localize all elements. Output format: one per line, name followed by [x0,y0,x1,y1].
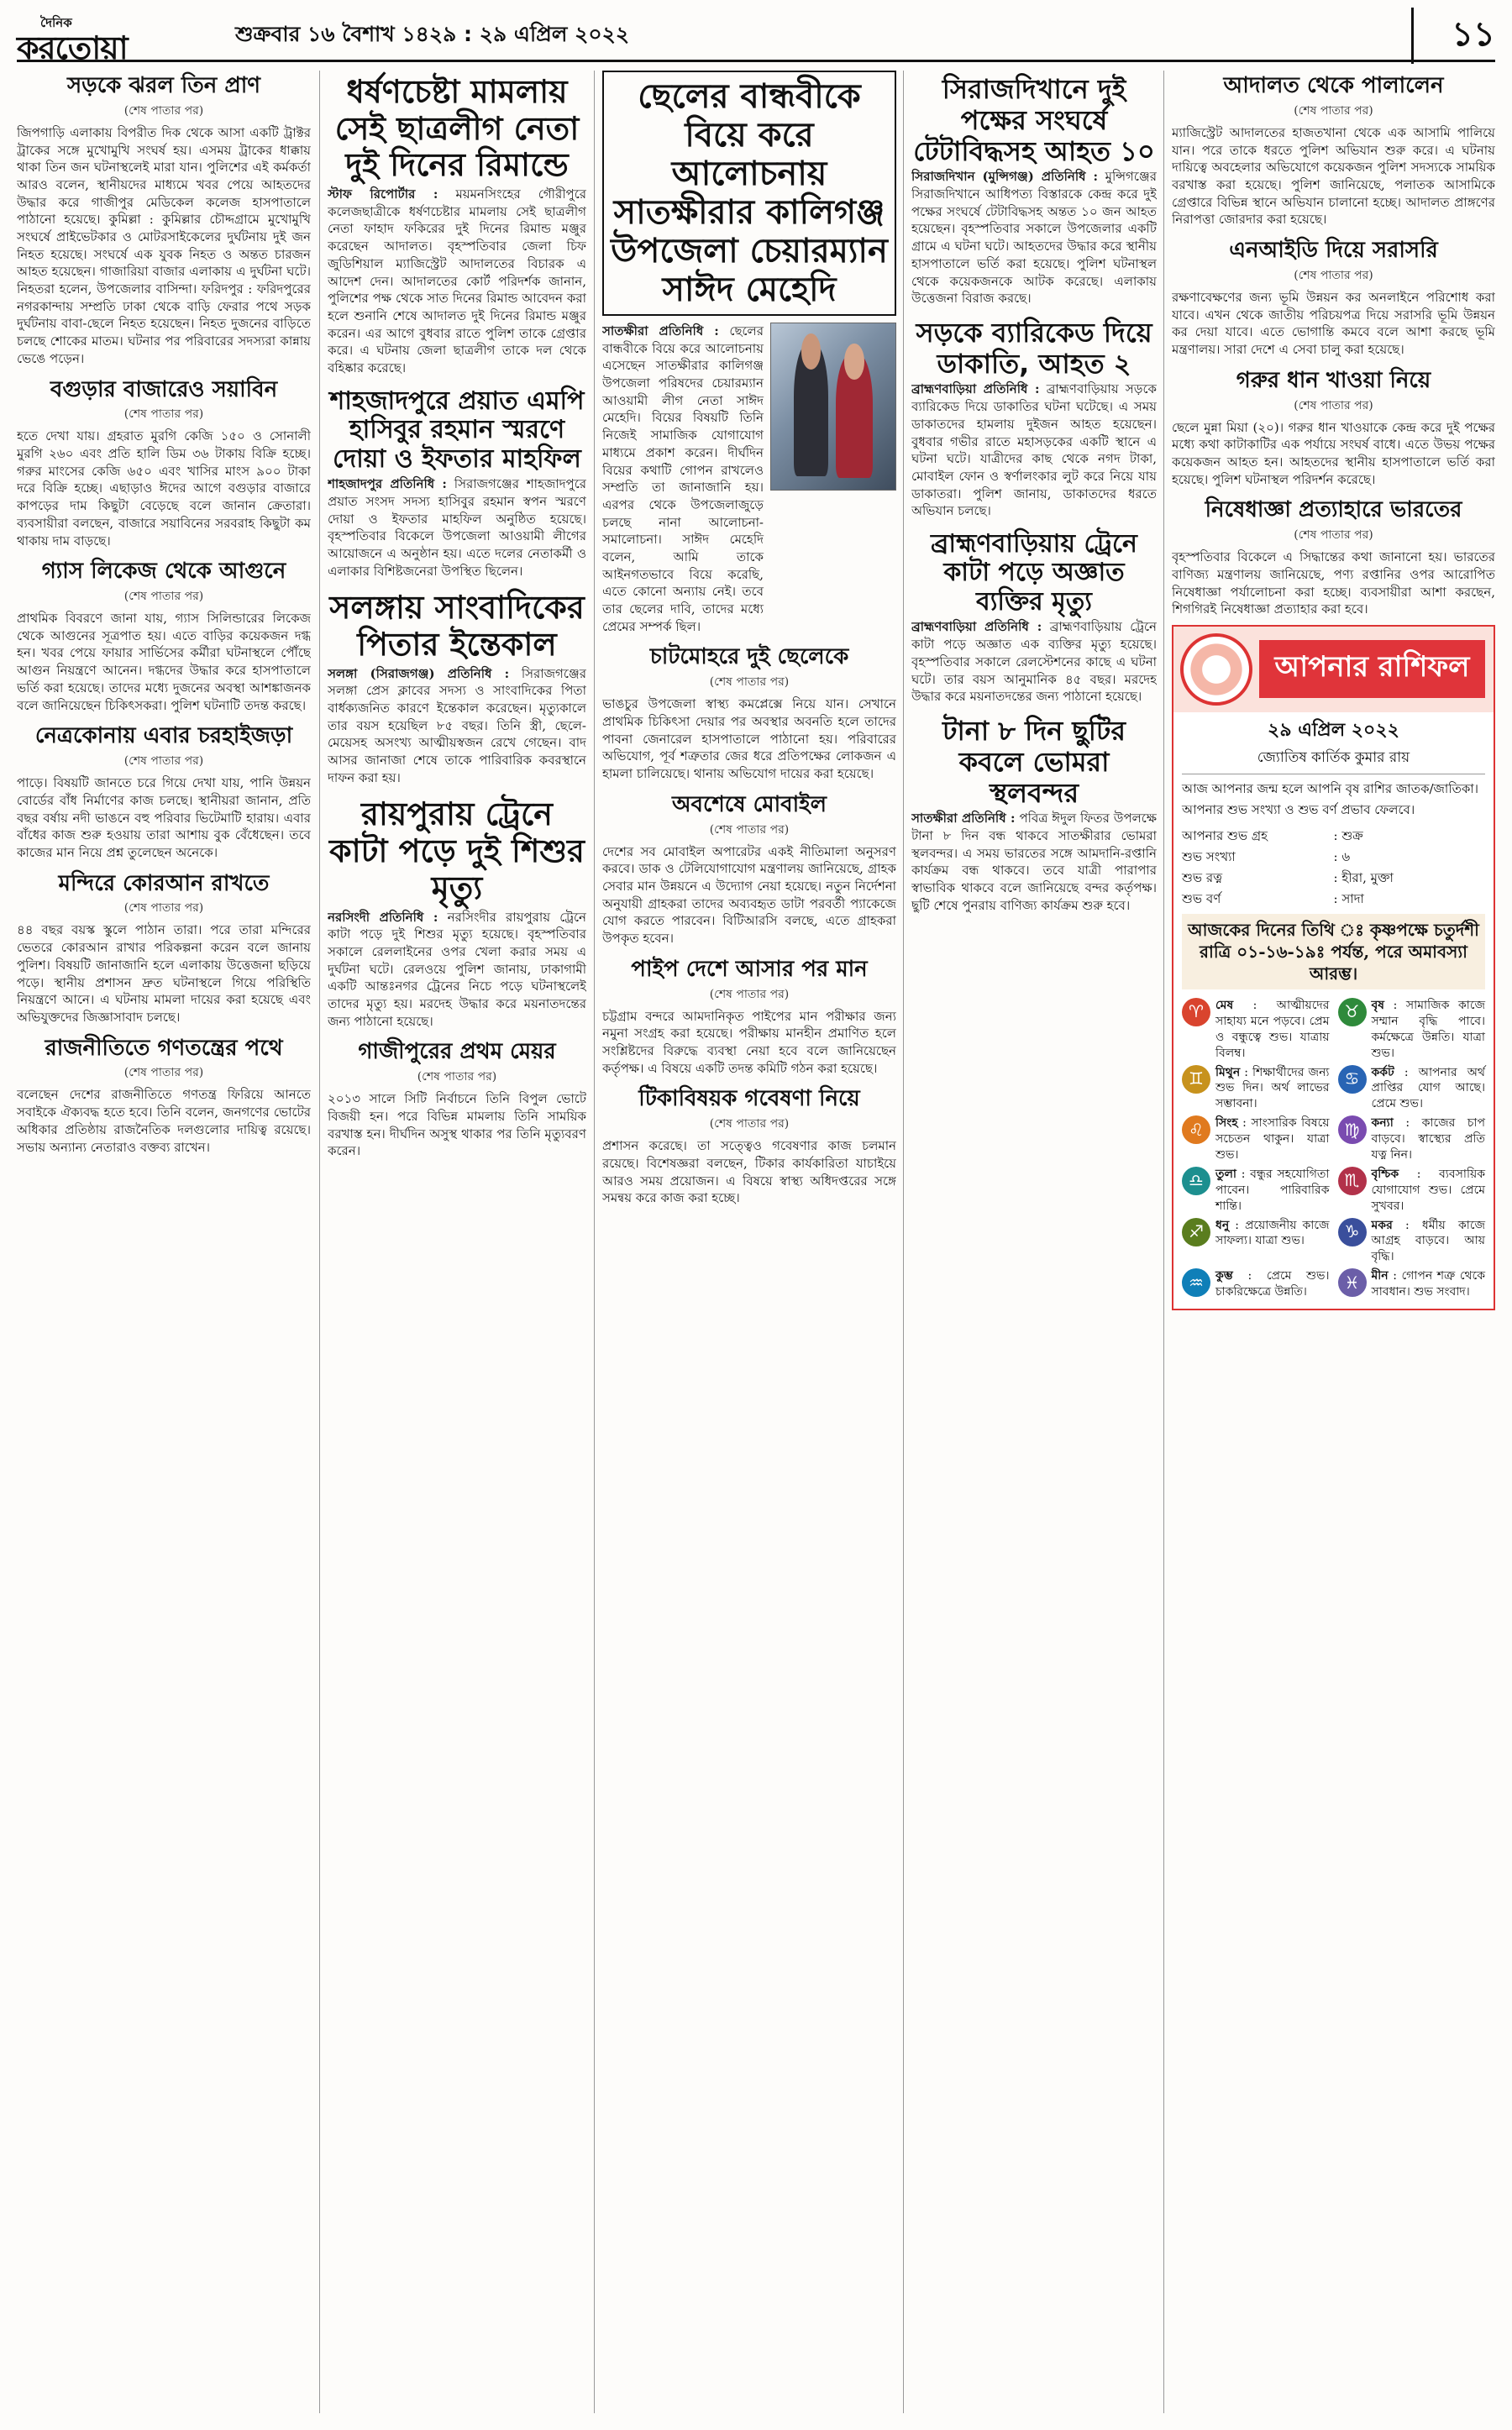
column-5 [1172,71,1495,2414]
zodiac-sign-reading: গোপন শত্রু থেকে সাবধান। শুভ সংবাদ। [1371,1269,1485,1299]
zodiac-sign-text: মকর : ধর্মীয় কাজে আগ্রহ বাড়বে। আয় বৃদ্ধি। [1371,1218,1486,1264]
zodiac-glyph-icon: ♋ [1338,1065,1367,1094]
zodiac-sign-item [1338,1065,1486,1113]
continued-label: (শেষ পাতার পর) [417,1070,497,1084]
article-body: চট্টগ্রাম বন্দরে আমদানিকৃত পাইপের মান পরীক্ষার জন্য নমুনা সংগ্রহ করা হয়েছে। পরীক্ষায় মানহীন প্রমাণিত হলে সংশ্লিষ্টদের বিরুদ্ধে ব্যবস্থা নেয়া হবে বলে জানিয়েছেন কর্তৃপক্ষ। এ বিষয়ে একটি তদন্ত কমিটি গঠন করা হয়েছে। [602,1008,896,1076]
zodiac-sign-text: মেষ : আত্মীয়দের সাহায্য মনে পড়বে। প্রেম ও বন্ধুত্বে শুভ। যাত্রায় বিলম্ব। [1215,998,1330,1060]
zodiac-glyph-icon: ♐ [1182,1218,1210,1246]
zodiac-glyph-icon: ♓ [1338,1268,1367,1297]
zodiac-sign-text: কর্কট : আপনার অর্থ প্রাপ্তির যোগ আছে। প্রেমে শুভ। [1371,1065,1485,1111]
headline: সড়কে ঝরল তিন প্রাণ [66,73,261,98]
zodiac-sign-reading: সাংসারিক বিষয়ে সচেতন থাকুন। যাত্রা শুভ। [1215,1116,1330,1162]
zodiac-sign-reading: বন্ধুর সহযোগিতা পাবেন। পারিবারিক শান্তি। [1215,1167,1330,1213]
zodiac-sign-reading: প্রেমে শুভ। চাকরিক্ষেত্রে উন্নতি। [1215,1269,1330,1299]
zodiac-sign-reading: আত্মীয়দের সাহায্য মনে পড়বে। প্রেম ও বন্ধুত্বে শুভ। যাত্রায় বিলম্ব। [1215,998,1330,1060]
continued-label: (শেষ পাতার পর) [123,103,204,118]
zodiac-sign-reading: কাজের চাপ বাড়বে। স্বাস্থ্যের প্রতি যত্ন নিন। [1371,1116,1485,1162]
headline: ধর্ষণচেষ্টা মামলায় সেই ছাত্রলীগ নেতা দুই দিনের রিমান্ডে [334,73,580,184]
article-body: ছেলের বান্ধবীকে বিয়ে করে আলোচনায় এসেছেন সাতক্ষীরার কালিগঞ্জ উপজেলা পরিষদের চেয়ারম্যান আওয়ামী লীগ নেতা সাঈদ মেহেদি। বিয়ের বিষয়টি তিনি নিজেই সামাজিক যোগাযোগ মাধ্যমে প্রকাশ করেন। দীর্ঘদিন বিয়ের কথাটি গোপন রাখলেও সম্প্রতি তা জানাজানি হয়। এরপর থেকে উপজেলাজুড়ে চলছে নানা আলোচনা-সমালোচনা। সাঈদ মেহেদি বলেন, আমি তাকে আইনগতভাবে বিয়ে করেছি, এতে কোনো অন্যায় নেই। তবে তার ছেলের দাবি, তাদের মধ্যে প্রেমের সম্পর্ক ছিল। [602,323,764,634]
article-body: সিরাজগঞ্জের শাহজাদপুরে প্রয়াত সংসদ সদস্য হাসিবুর রহমান স্বপন স্মরণে দোয়া ও ইফতার মাহফিল অনুষ্ঠিত হয়েছে। বৃহস্পতিবার বিকেলে উপজেলা আওয়ামী লীগের আয়োজনে এ অনুষ্ঠান হয়। এতে দলের নেতাকর্মী ও এলাকার বিশিষ্টজনেরা উপস্থিত ছিলেন। [328,476,586,579]
byline: স্টাফ রিপোর্টার : [328,186,438,202]
zodiac-sign-item [1182,998,1330,1062]
byline: শাহজাদপুর প্রতিনিধি : [328,476,447,492]
zodiac-sign-name: মকর [1371,1218,1393,1232]
article-body: প্রাথমিক বিবরণে জানা যায়, গ্যাস সিলিন্ডারের লিকেজ থেকে আগুনের সূত্রপাত হয়। এতে বাড়ির কয়েকজন দগ্ধ হন। খবর পেয়ে ফায়ার সার্ভিসের কর্মীরা ঘটনাস্থলে পৌঁছে আগুন নিয়ন্ত্রণে আনেন। দগ্ধদের উদ্ধার করে হাসপাতালে ভর্তি করা হয়েছে। তাদের মধ্যে দুজনের অবস্থা আশঙ্কাজনক বলে জানিয়েছেন চিকিৎসকরা। পুলিশ ঘটনাটি তদন্ত করছে। [17,611,311,713]
continued-label: (শেষ পাতার পর) [123,754,204,769]
article-body: ম্যাজিস্ট্রেট আদালতের হাজতখানা থেকে এক আসামি পালিয়ে যান। পরে তাকে ধরতে পুলিশ অভিযান শুরু করে। এ ঘটনায় দায়িত্বে অবহেলার অভিযোগে কয়েকজন পুলিশ সদস্যকে সাময়িক বরখাস্ত করা হয়েছে। পুলিশ জানিয়েছে, পলাতক আসামিকে গ্রেপ্তারে বিভিন্ন স্থানে অভিযান চালানো হচ্ছে। আদালত প্রাঙ্গণের নিরাপত্তা জোরদার করা হয়েছে। [1172,124,1495,228]
article-body: ৪৪ বছর বয়স্ক স্কুলে পাঠান তারা। পরে তারা মন্দিরের ভেতরে কোরআন রাখার পরিকল্পনা করেন বলে জানায় পুলিশ। বিষয়টি জানাজানি হলে এলাকায় উত্তেজনা ছড়িয়ে পড়ে। স্থানীয় প্রশাসন দ্রুত ঘটনাস্থলে গিয়ে পরিস্থিতি নিয়ন্ত্রণে আনে। এ ঘটনায় মামলা দায়ের করা হয়েছে এবং অভিযুক্তদের জিজ্ঞাসাবাদ চলছে। [17,922,311,1025]
lucky-table [1173,827,1494,911]
zodiac-sign-name: বৃষ [1371,998,1385,1012]
article [328,71,586,377]
article [911,527,1157,706]
article [328,793,586,1030]
zodiac-sign-name: কন্যা [1371,1116,1394,1131]
zodiac-sign-name: ধনু [1215,1218,1230,1232]
continued-label: (শেষ পাতার পর) [1294,268,1373,282]
article [602,790,896,947]
lucky-value: : হীরা, মুক্তা [1333,869,1394,885]
zodiac-sign-text: ধনু : প্রয়োজনীয় কাজে সাফল্য। যাত্রা শুভ। [1215,1218,1330,1248]
logo-small: দৈনিক [40,14,72,30]
zodiac-sign-name: মেষ [1215,998,1234,1012]
article-body: নরসিংদীর রায়পুরায় ট্রেনে কাটা পড়ে দুই শিশুর মৃত্যু হয়েছে। বৃহস্পতিবার সকালে রেললাইনের ওপর খেলা করার সময় এ দুর্ঘটনা ঘটে। রেলওয়ে পুলিশ জানায়, ঢাকাগামী একটি আন্তঃনগর ট্রেনের নিচে পড়ে ঘটনাস্থলেই তাদের মৃত্যু হয়। মরদেহ উদ্ধার করে ময়নাতদন্তের জন্য পাঠানো হয়েছে। [328,909,586,1029]
zodiac-wheel-icon [1180,633,1252,706]
headline: টানা ৮ দিন ছুটির কবলে ভোমরা স্থলবন্দর [942,714,1126,809]
article-body: দেশের সব মোবাইল অপারেটর একই নীতিমালা অনুসরণ করবে। ডাক ও টেলিযোগাযোগ মন্ত্রণালয় জানিয়েছে, গ্রাহক সেবার মান উন্নয়নে এ উদ্যোগ নেয়া হয়েছে। নতুন নির্দেশনা অনুযায়ী গ্রাহকরা তাদের অব্যবহৃত ডাটা পরবর্তী প্যাকেজে যোগ করতে পারবেন। বিটিআরসি বলছে, এতে গ্রাহকরা উপকৃত হবেন। [602,843,896,947]
article [17,556,311,714]
zodiac-sign-item [1338,1218,1486,1266]
continued-label: (শেষ পাতার পর) [1294,103,1373,118]
zodiac-sign-text: তুলা : বন্ধুর সহযোগিতা পাবেন। পারিবারিক শান্তি। [1215,1167,1330,1213]
article-body: ব্রাহ্মণবাড়িয়ায় ট্রেনে কাটা পড়ে অজ্ঞাত এক ব্যক্তির মৃত্যু হয়েছে। বৃহস্পতিবার সকালে রেলস্টেশনের কাছে এ ঘটনা ঘটে। তার বয়স আনুমানিক ৪৫ বছর। মরদেহ উদ্ধার করে ময়নাতদন্তের জন্য পাঠানো হয়েছে। [911,619,1157,705]
horoscope-date: ২৯ এপ্রিল ২০২২ [1268,718,1399,741]
zodiac-sign-reading: আপনার অর্থ প্রাপ্তির যোগ আছে। প্রেমে শুভ। [1371,1065,1485,1111]
lead-article [602,71,896,635]
headline: পাইপ দেশে আসার পর মান [631,956,868,982]
headline: অবশেষে মোবাইল [671,791,827,817]
headline: টিকাবিষয়ক গবেষণা নিয়ে [638,1086,860,1112]
byline: ব্রাহ্মণবাড়িয়া প্রতিনিধি : [911,619,1042,635]
horoscope-header [1173,627,1494,712]
article-body: ছেলে মুন্না মিয়া (২০)। গরুর ধান খাওয়াকে কেন্দ্র করে দুই পক্ষের মধ্যে কথা কাটাকাটির এক পর্যায়ে সংঘর্ষ বাধে। এতে উভয় পক্ষের কয়েকজন আহত হন। আহতদের স্থানীয় হাসপাতালে ভর্তি করা হয়েছে। পুলিশ ঘটনাস্থল পরিদর্শন করেছে। [1172,419,1495,487]
article [17,869,311,1026]
article [328,586,586,786]
column-2 [328,71,586,2414]
headline: ব্রাহ্মণবাড়িয়ায় ট্রেনে কাটা পড়ে অজ্ঞাত ব্যক্তির মৃত্যু [931,528,1137,617]
zodiac-sign-item [1182,1167,1330,1215]
article-body: ২০১৩ সালে সিটি নির্বাচনে তিনি বিপুল ভোটে বিজয়ী হন। পরে বিভিন্ন মামলায় তিনি সাময়িক বরখাস্ত হন। দীর্ঘদিন অসুস্থ থাকার পর তিনি মৃত্যুবরণ করেন। [328,1091,586,1159]
continued-label: (শেষ পাতার পর) [123,590,204,604]
byline: সলঙ্গা (সিরাজগঞ্জ) প্রতিনিধি : [328,665,510,681]
zodiac-sign-item [1182,1218,1330,1266]
article-body: পাড়ে। বিষয়টি জানতে চরে গিয়ে দেখা যায়, পানি উন্নয়ন বোর্ডের বাঁধ নির্মাণের কাজ চলছে। স্থানীয়রা জানান, প্রতি বছর বর্ষায় নদী ভাঙনে বহু পরিবার ভিটেমাটি হারায়। এবার বাঁধের কাজ শুরু হওয়ায় তারা আশায় বুক বেঁধেছেন। তবে কাজের মান নিয়ে প্রশ্ন তুলেছেন অনেকে। [17,775,311,860]
couple-photo [770,323,896,491]
zodiac-sign-name: মিথুন [1215,1065,1241,1079]
headline: সিরাজদিখানে দুই পক্ষের সংঘর্ষে টেটাবিদ্ধসহ আহত ১০ [913,73,1155,167]
article-body: প্রশাসন করেছে। তা সত্ত্বেও গবেষণার কাজ চলমান রয়েছে। বিশেষজ্ঞরা বলছেন, টিকার কার্যকারিতা যাচাইয়ে আরও সময় প্রয়োজন। এ বিষয়ে স্বাস্থ্য অধিদপ্তরের সঙ্গে সমন্বয় করে কাজ করা হচ্ছে। [602,1138,896,1206]
zodiac-sign-list [1173,993,1494,1309]
continued-label: (শেষ পাতার পর) [1294,528,1373,543]
zodiac-glyph-icon: ♈ [1182,998,1210,1026]
horoscope-title: আপনার রাশিফল [1259,640,1485,698]
article [911,71,1157,307]
zodiac-sign-text: কুম্ভ : প্রেমে শুভ। চাকরিক্ষেত্রে উন্নতি। [1215,1269,1330,1299]
zodiac-sign-reading: প্রয়োজনীয় কাজে সাফল্য। যাত্রা শুভ। [1215,1218,1330,1248]
article [17,721,311,861]
headline: রাজনীতিতে গণতন্ত্রের পথে [45,1035,283,1061]
continued-label: (শেষ পাতার পর) [709,987,790,1001]
horoscope-intro: আজ আপনার জন্ম হলে আপনি বৃষ রাশির জাতক/জাতিকা। আপনার শুভ সংখ্যা ও শুভ বর্ণ প্রভাব ফেলবে। [1182,780,1479,817]
zodiac-glyph-icon: ♊ [1182,1065,1210,1094]
lucky-key: শুভ সংখ্যা [1182,848,1236,864]
page-number: ১১ [1411,8,1495,64]
article-body: ভাঙচুর উপজেলা স্বাস্থ্য কমপ্লেক্সে নিয়ে যান। সেখানে প্রাথমিক চিকিৎসা দেয়ার পর অবস্থার অবনতি হলে তাদের পাবনা জেনারেল হাসপাতালে পাঠানো হয়। পরিবারের অভিযোগ, পূর্ব শত্রুতার জের ধরে প্রতিপক্ষের লোকজন এ হামলা চালিয়েছে। থানায় অভিযোগ দায়ের করা হয়েছে। [602,696,896,782]
article [602,1084,896,1207]
headline: গরুর ধান খাওয়া নিয়ে [1236,367,1431,393]
zodiac-sign-name: মীন [1371,1269,1389,1283]
continued-label: (শেষ পাতার পর) [123,1066,204,1080]
zodiac-sign-item [1182,1268,1330,1300]
article [911,712,1157,915]
zodiac-glyph-icon: ♏ [1338,1167,1367,1195]
horoscope-box [1172,625,1495,1310]
zodiac-sign-text: বৃশ্চিক : ব্যবসায়িক যোগাযোগ শুভ। প্রেমে সুখবর। [1371,1167,1485,1213]
zodiac-sign-text: সিংহ : সাংসারিক বিষয়ে সচেতন থাকুন। যাত্রা শুভ। [1215,1116,1330,1162]
article [911,314,1157,520]
zodiac-glyph-icon: ♑ [1338,1218,1367,1246]
zodiac-glyph-icon: ♉ [1338,998,1367,1026]
article-body: জিপগাড়ি এলাকায় বিপরীত দিক থেকে আসা একটি ট্রাক্টর ট্রাকের সঙ্গে মুখোমুখি সংঘর্ষ হয়। এসময় ট্রাকের ধাক্কায় থাকা তিন জন ঘটনাস্থলেই মারা যান। পুলিশের এই কর্মকর্তা আরও বলেন, স্থানীয়দের মাধ্যমে খবর পেয়ে আহতদের উদ্ধার করে গাজীপুর মেডিকেল কলেজ হাসপাতালে পাঠানো হয়েছে। কুমিল্লা : কুমিল্লার চৌদ্দগ্রামে মুখোমুখি সংঘর্ষে প্রাইভেটকার ও মোটরসাইকেলের দুর্ঘটনায় দুই জন নিহত হয়েছে। সংঘর্ষে এক যুবক নিহত ও অন্তত চারজন আহত হয়েছেন। গাজারিয়া বাজার এলাকায় এ দুর্ঘটনা ঘটে। নিহতরা হলেন, উপজেলার বাসিন্দা। ফরিদপুর : ফরিদপুরের নগরকান্দায় সম্প্রতি ঢাকা থেকে বাড়ি ফেরার পথে সড়ক দুর্ঘটনায় বাবা-ছেলে নিহত হয়েছেন। নিহত দুজনের বাড়িতে চলছে শোকের মাতম। ঘটনার পর পরিবারের সদস্যরা কান্নায় ভেঙে পড়েন। [17,124,311,366]
headline: এনআইডি দিয়ে সরাসরি [1229,238,1438,264]
headline: সড়কে ব্যারিকেড দিয়ে ডাকাতি, আহত ২ [916,316,1152,380]
zodiac-sign-item [1338,1167,1486,1215]
headline: মন্দিরে কোরআন রাখতে [58,870,270,896]
article [1172,71,1495,228]
zodiac-sign-text: বৃষ : সামাজিক কাজে সম্মান বৃদ্ধি পাবে। কর্মক্ষেত্রে উন্নতি। যাত্রা শুভ। [1371,998,1485,1060]
headline: শাহজাদপুরে প্রয়াত এমপি হাসিবুর রহমান স্মরণে দোয়া ও ইফতার মাহফিল [329,386,585,474]
zodiac-sign-name: কর্কট [1371,1065,1394,1079]
article [17,1033,311,1157]
article-body: বলেছেন দেশের রাজনীতিতে গণতন্ত্র ফিরিয়ে আনতে সবাইকে ঐক্যবদ্ধ হতে হবে। তিনি বলেন, জনগণের ভোটের অধিকার প্রতিষ্ঠায় রাজনৈতিক দলগুলোর দায়িত্ব রয়েছে। সভায় অন্যান্য নেতারাও বক্তব্য রাখেন। [17,1087,311,1155]
article-body: বৃহস্পতিবার বিকেলে এ সিদ্ধান্তের কথা জানানো হয়। ভারতের বাণিজ্য মন্ত্রণালয় জানিয়েছে, পণ্য রপ্তানির ওপর আরোপিত নিষেধাজ্ঞা পর্যালোচনা করা হচ্ছে। ব্যবসায়ীরা আশা করছেন, শিগগিরই নিষেধাজ্ঞা প্রত্যাহার করা হবে। [1172,549,1495,617]
headline: গ্যাস লিকেজ থেকে আগুনে [41,559,286,585]
continued-label: (শেষ পাতার পর) [709,822,790,837]
zodiac-sign-reading: ব্যবসায়িক যোগাযোগ শুভ। প্রেমে সুখবর। [1371,1167,1485,1213]
lead-headline: ছেলের বান্ধবীকে বিয়ে করে আলোচনায় সাতক্ষীরার কালিগঞ্জ উপজেলা চেয়ারম্যান সাঈদ মেহেদি [602,71,896,316]
column-3 [602,71,896,2414]
article-body: সিরাজগঞ্জের সলঙ্গা প্রেস ক্লাবের সদস্য ও সাংবাদিকের পিতা বার্ধক্যজনিত কারণে ইন্তেকাল করেছেন। মৃত্যুকালে তার বয়স হয়েছিল ৮৫ বছর। তিনি স্ত্রী, ছেলে-মেয়েসহ অসংখ্য আত্মীয়স্বজন রেখে গেছেন। বাদ আসর জানাজা শেষে তাকে পারিবারিক কবরস্থানে দাফন করা হয়। [328,665,586,785]
zodiac-sign-reading: ধর্মীয় কাজে আগ্রহ বাড়বে। আয় বৃদ্ধি। [1371,1218,1486,1264]
zodiac-sign-item [1338,998,1486,1062]
column-divider [903,71,904,2413]
byline: নরসিংদী প্রতিনিধি : [328,909,438,925]
headline: আদালত থেকে পালালেন [1223,73,1444,98]
zodiac-glyph-icon: ♒ [1182,1268,1210,1297]
continued-label: (শেষ পাতার পর) [123,901,204,916]
zodiac-sign-name: সিংহ [1215,1116,1238,1131]
zodiac-sign-name: বৃশ্চিক [1371,1167,1399,1181]
newspaper-logo [17,12,210,66]
zodiac-glyph-icon: ♌ [1182,1115,1210,1144]
zodiac-sign-item [1182,1065,1330,1113]
column-4 [911,71,1157,2414]
article [328,384,586,580]
zodiac-glyph-icon: ♎ [1182,1167,1210,1195]
headline: নিষেধাজ্ঞা প্রত্যাহারে ভারতের [1205,497,1462,523]
lucky-key: শুভ রত্ন [1182,869,1223,885]
tithi-note: আজকের দিনের তিথি ঃ কৃষ্ণপক্ষে চতুর্দশী রাত্রি ০১-১৬-১৯ঃ পর্যন্ত, পরে অমাবস্যা আরম্ভ। [1182,914,1485,989]
continued-label: (শেষ পাতার পর) [123,407,204,422]
headline: চাটমোহরে দুই ছেলেকে [649,644,849,670]
masthead [17,12,1495,66]
article [1172,365,1495,489]
lucky-key: শুভ বর্ণ [1182,890,1221,906]
horoscope-author: জ্যোতিষ কার্তিক কুমার রায় [1182,747,1485,774]
lucky-value: : ৬ [1333,848,1351,864]
lucky-value: : সাদা [1333,890,1364,906]
article [1172,495,1495,618]
article [602,642,896,782]
byline: ব্রাহ্মণবাড়িয়া প্রতিনিধি : [911,381,1040,397]
zodiac-sign-name: কুম্ভ [1215,1269,1233,1283]
article [1172,235,1495,359]
byline: সাতক্ষীরা প্রতিনিধি : [602,323,719,339]
headline: গাজীপুরের প্রথম মেয়র [358,1039,556,1065]
article [17,375,311,550]
continued-label: (শেষ পাতার পর) [709,675,790,690]
column-divider [1163,71,1164,2413]
zodiac-sign-item [1338,1115,1486,1163]
logo-big: করতোয়া [17,29,128,66]
headline: নেত্রকোনায় এবার চরহাইজড়া [34,723,293,749]
article-body: মুন্সিগঞ্জের সিরাজদিখানে আধিপত্য বিস্তারকে কেন্দ্র করে দুই পক্ষের সংঘর্ষে টেটাবিদ্ধসহ অন্তত ১০ জন আহত হয়েছেন। বৃহস্পতিবার সকালে উপজেলার একটি গ্রামে এ ঘটনা ঘটে। আহতদের উদ্ধার করে স্থানীয় হাসপাতালে ভর্তি করা হয়েছে। পুলিশ ঘটনাস্থল থেকে কয়েকজনকে আটক করেছে। এলাকায় উত্তেজনা বিরাজ করছে। [911,169,1157,307]
issue-date: শুক্রবার ১৬ বৈশাখ ১৪২৯ : ২৯ এপ্রিল ২০২২ [235,22,630,46]
lucky-key: আপনার শুভ গ্রহ [1182,827,1268,843]
headline: রায়পুরায় ট্রেনে কাটা পড়ে দুই শিশুর মৃত্যু [329,795,585,906]
zodiac-sign-reading: সামাজিক কাজে সম্মান বৃদ্ধি পাবে। কর্মক্ষেত্রে উন্নতি। যাত্রা শুভ। [1371,998,1485,1060]
continued-label: (শেষ পাতার পর) [709,1117,790,1131]
article-body: ময়মনসিংহের গৌরীপুরে কলেজছাত্রীকে ধর্ষণচেষ্টার মামলায় সেই ছাত্রলীগ নেতা ফাহাদ ফকিরের দুই দিনের রিমান্ড মঞ্জুর করেছেন আদালত। বৃহস্পতিবার জেলা চিফ জুডিশিয়াল ম্যাজিস্ট্রেট আদালতের বিচারক এ আদেশ দেন। আদালতের কোর্ট পরিদর্শক জানান, পুলিশের পক্ষ থেকে সাত দিনের রিমান্ড আবেদন করা হলে শুনানি শেষে আদালত দুই দিনের রিমান্ড মঞ্জুর করেন। এর আগে বুধবার রাতে পুলিশ তাকে গ্রেপ্তার করে। এ ঘটনায় জেলা ছাত্রলীগ তাকে দল থেকে বহিষ্কার করেছে। [328,186,586,375]
article [328,1037,586,1160]
column-divider [319,71,320,2413]
zodiac-glyph-icon: ♍ [1338,1115,1367,1144]
zodiac-sign-text: কন্যা : কাজের চাপ বাড়বে। স্বাস্থ্যের প্রতি যত্ন নিন। [1371,1116,1485,1162]
column-divider [594,71,595,2413]
zodiac-sign-name: তুলা [1215,1167,1236,1181]
article-body: পবিত্র ঈদুল ফিতর উপলক্ষে টানা ৮ দিন বন্ধ থাকবে সাতক্ষীরার ভোমরা স্থলবন্দর। এ সময় ভারতের সঙ্গে আমদানি-রপ্তানি কার্যক্রম বন্ধ থাকবে। তবে যাত্রী পারাপার স্বাভাবিক থাকবে বলে জানিয়েছে বন্দর কর্তৃপক্ষ। ছুটি শেষে পুনরায় বাণিজ্য কার্যক্রম শুরু হবে। [911,811,1157,913]
zodiac-sign-text: মীন : গোপন শত্রু থেকে সাবধান। শুভ সংবাদ। [1371,1269,1485,1299]
article-body: ব্রাহ্মণবাড়িয়ায় সড়কে ব্যারিকেড দিয়ে ডাকাতির ঘটনা ঘটেছে। এ সময় ডাকাতদের হামলায় দুইজন আহত হয়েছেন। বুধবার গভীর রাতে মহাসড়কের একটি স্থানে এ ঘটনা ঘটে। যাত্রীদের কাছ থেকে নগদ টাকা, মোবাইল ফোন ও স্বর্ণালংকার লুট করে নিয়ে যায় ডাকাতরা। পুলিশ জানায়, ডাকাতদের ধরতে অভিযান চলছে। [911,381,1157,519]
continued-label: (শেষ পাতার পর) [1294,398,1373,412]
zodiac-sign-reading: শিক্ষার্থীদের জন্য শুভ দিন। অর্থ লাভের সম্ভাবনা। [1215,1065,1330,1111]
article-body: হতে দেখা যায়। গ্রহরাত মুরগি কেজি ১৫০ ও সোনালী মুরগি ২৬০ এবং প্রতি হালি ডিম ৩৬ টাকায় বিক্রি হচ্ছে। গরুর মাংসের কেজি ৬৫০ এবং খাসির মাংস ৯০০ টাকা দরে বিক্রি হচ্ছে। এছাড়াও ঈদের আগে বগুড়ার বাজারে কাপড়ের দাম কিছুটা বেড়েছে বলে জানান ক্রেতারা। ব্যবসায়ীরা বলছেন, বাজারে সয়াবিনের সরবরাহ কিছুটা কম থাকায় দাম বাড়ছে। [17,428,311,548]
zodiac-sign-item [1338,1268,1486,1300]
lucky-value: : শুক্র [1333,827,1363,843]
byline: সাতক্ষীরা প্রতিনিধি : [911,811,1016,827]
column-1 [17,71,311,2414]
zodiac-sign-item [1182,1115,1330,1163]
zodiac-sign-text: মিথুন : শিক্ষার্থীদের জন্য শুভ দিন। অর্থ লাভের সম্ভাবনা। [1215,1065,1330,1111]
headline: সলঙ্গায় সাংবাদিকের পিতার ইন্তেকাল [329,589,585,663]
article-body: রক্ষণাবেক্ষণের জন্য ভূমি উন্নয়ন কর অনলাইনে পরিশোধ করা যাবে। এখন থেকে জাতীয় পরিচয়পত্র দিয়ে সরাসরি ভূমি উন্নয়ন কর দেয়া যাবে। এতে ভোগান্তি কমবে বলে আশা করছে ভূমি মন্ত্রণালয়। সারা দেশে এ সেবা চালু করা হয়েছে। [1172,289,1495,357]
article [602,954,896,1078]
headline: বগুড়ার বাজারেও সয়াবিন [50,376,278,402]
article [17,71,311,368]
byline: সিরাজদিখান (মুন্সিগঞ্জ) প্রতিনিধি : [911,169,1099,185]
